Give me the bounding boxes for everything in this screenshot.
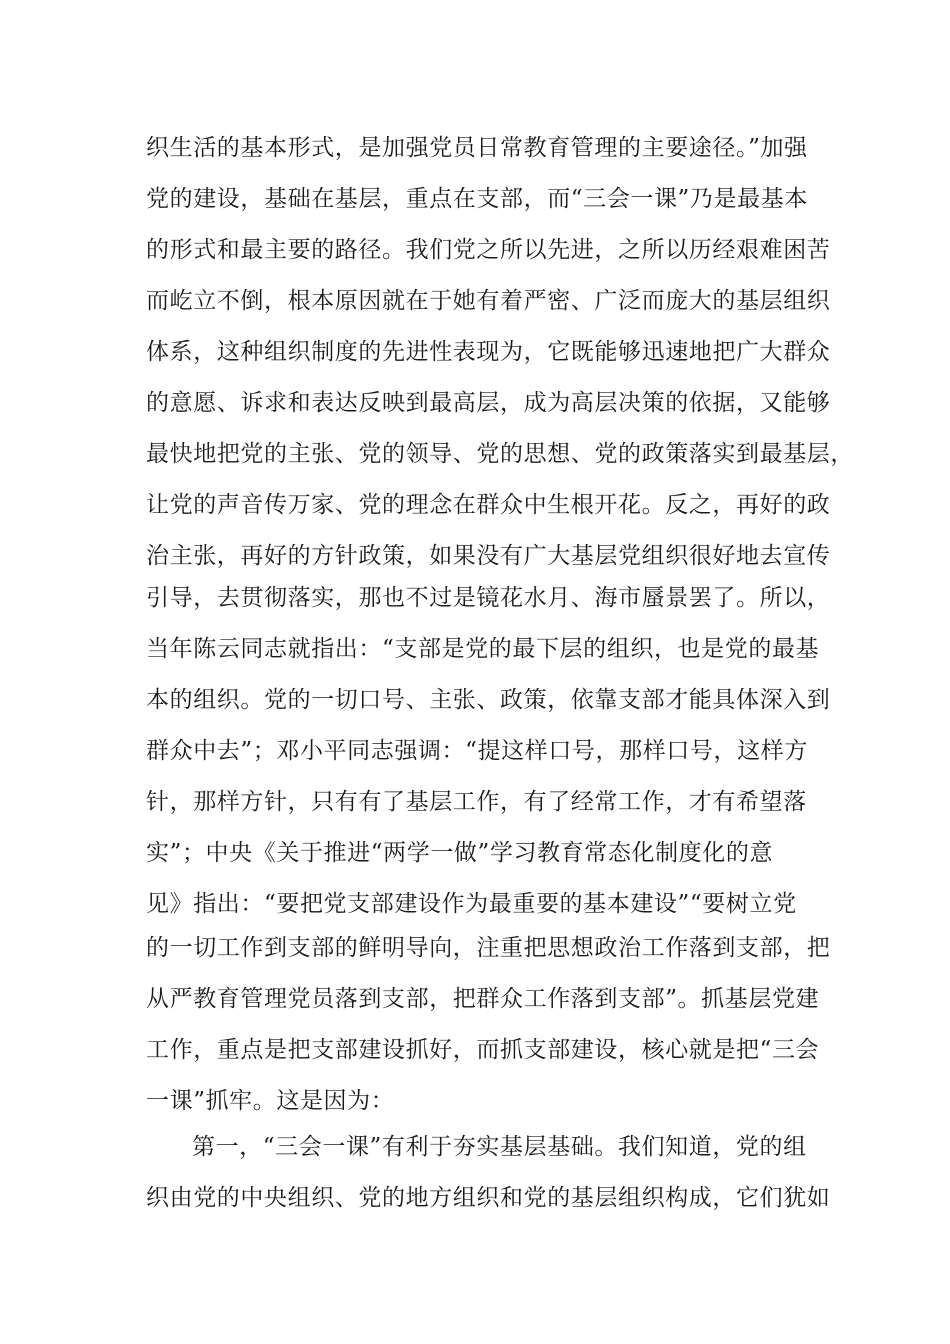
text-line: 工作，重点是把支部建设抓好，而抓支部建设，核心就是把“三会: [146, 1037, 820, 1063]
text-line: 最快地把党的主张、党的领导、党的思想、党的政策落实到最基层，: [146, 441, 854, 467]
text-line: 的一切工作到支部的鲜明导向，注重把思想政治工作落到支部，把: [146, 935, 831, 961]
text-line: 的形式和最主要的路径。我们党之所以先进，之所以历经艰难困苦: [146, 237, 831, 263]
text-line: 群众中去”；邓小平同志强调：“提这样口号，那样口号，这样方: [146, 738, 808, 764]
text-line: 织生活的基本形式，是加强党员日常教育管理的主要途径。”加强: [146, 135, 808, 161]
text-line: 的意愿、诉求和表达反映到最高层，成为高层决策的依据，又能够: [146, 390, 831, 416]
text-line: 本的组织。党的一切口号、主张、政策，依靠支部才能具体深入到: [146, 687, 831, 713]
text-line: 第一，“三会一课”有利于夯实基层基础。我们知道，党的组: [192, 1134, 807, 1160]
text-line: 从严教育管理党员落到支部，把群众工作落到支部”。抓基层党建: [146, 986, 820, 1012]
text-line: 一课”抓牢。这是因为：: [146, 1088, 395, 1114]
text-line: 见》指出：“要把党支部建设作为最重要的基本建设”“要树立党: [146, 891, 797, 917]
text-line: 而屹立不倒，根本原因就在于她有着严密、广泛而庞大的基层组织: [146, 288, 831, 314]
text-line: 党的建设，基础在基层，重点在支部，而“三会一课”乃是最基本: [146, 186, 808, 212]
text-line: 针，那样方针，只有有了基层工作，有了经常工作，才有希望落: [146, 789, 807, 815]
text-line: 治主张，再好的方针政策，如果没有广大基层党组织很好地去宣传: [146, 543, 831, 569]
text-line: 体系，这种组织制度的先进性表现为，它既能够迅速地把广大群众: [146, 339, 831, 365]
text-line: 引导，去贯彻落实，那也不过是镜花水月、海市蜃景罢了。所以，: [146, 585, 831, 611]
text-line: 实”；中央《关于推进“两学一做”学习教育常态化制度化的意: [146, 840, 774, 866]
text-line: 织由党的中央组织、党的地方组织和党的基层组织构成，它们犹如: [146, 1185, 831, 1211]
text-line: 当年陈云同志就指出：“支部是党的最下层的组织，也是党的最基: [146, 636, 820, 662]
text-line: 让党的声音传万家、党的理念在群众中生根开花。反之，再好的政: [146, 492, 831, 518]
